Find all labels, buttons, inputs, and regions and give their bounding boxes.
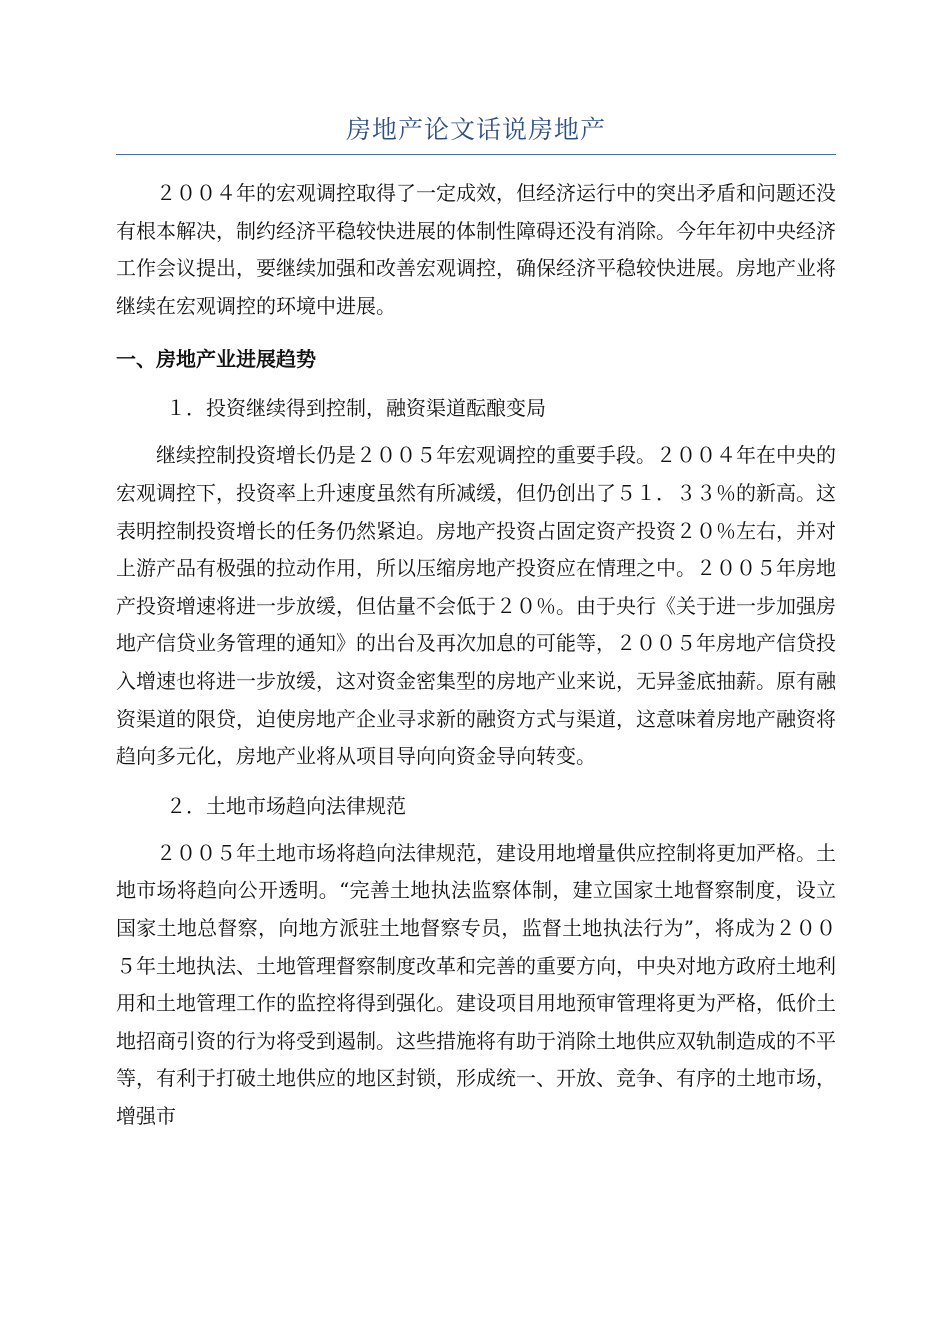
document-page: [116, 110, 836, 1135]
subheading-land-market: ２．土地市场趋向法律规范: [166, 793, 406, 818]
title-underline: [116, 154, 836, 155]
investment-paragraph: 继续控制投资增长仍是２００５年宏观调控的重要手段。２００４年在中央的宏观调控下，投资率上升速度虽然有所减缓，但仍创出了５１．３３％的新高。这表明控制投资增长的任务仍然紧迫。房地产投资占固定资产投资２０％左右，并对上游产品有极强的拉动作用，所以压缩房地产投资应在情理之中。２００５年房地产投资增速将进一步放缓，但估量不会低于２０％。由于央行《关于进一步加强房地产信贷业务管理的通知》的出台及再次加息的可能等，２００５年房地产信贷投入增速也将进一步放缓，这对资金密集型的房地产业来说，无异釜底抽薪。原有融资渠道的限贷，迫使房地产企业寻求新的融资方式与渠道，这意味着房地产融资将趋向多元化，房地产业将从项目导向向资金导向转变。: [116, 443, 836, 769]
section-heading-trends: 一、房地产业进展趋势: [116, 347, 316, 372]
land-market-paragraph: ２００５年土地市场将趋向法律规范，建设用地增量供应控制将更加严格。土地市场将趋向公开透明。“完善土地执法监察体制，建立国家土地督察制度，设立国家土地总督察，向地方派驻土地督察专员，监督土地执法行为”，将成为２００５年土地执法、土地管理督察制度改革和完善的重要方向，中央对地方政府土地利用和土地管理工作的监控将得到强化。建设项目用地预审管理将更为严格，低价土地招商引资的行为将受到遏制。这些措施将有助于消除土地供应双轨制造成的不平等，有利于打破土地供应的地区封锁，形成统一、开放、竞争、有序的土地市场，增强市: [116, 840, 836, 1128]
document-title: 房地产论文话说房地产: [345, 115, 606, 144]
intro-paragraph: ２００４年的宏观调控取得了一定成效，但经济运行中的突出矛盾和问题还没有根本解决，制约经济平稳较快进展的体制性障碍还没有消除。今年年初中央经济工作会议提出，要继续加强和改善宏观调控，确保经济平稳较快进展。房地产业将继续在宏观调控的环境中进展。: [116, 181, 836, 318]
subheading-investment: １．投资继续得到控制，融资渠道酝酿变局: [166, 396, 546, 421]
